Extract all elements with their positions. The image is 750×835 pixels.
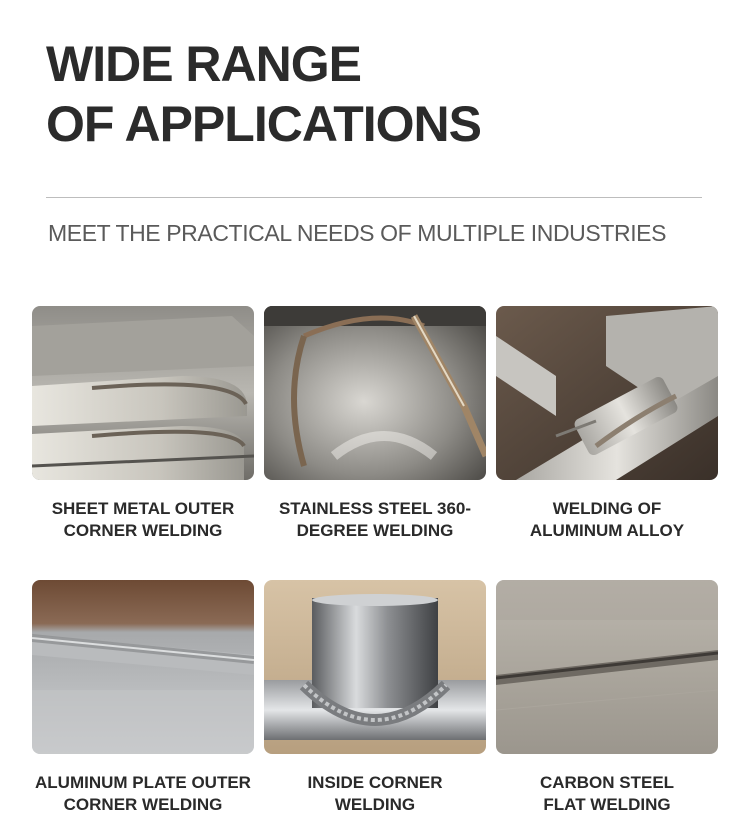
caption-line-2: WELDING [334, 795, 416, 814]
caption-line-2: CORNER WELDING [63, 521, 223, 540]
caption-line-2: CORNER WELDING [63, 795, 223, 814]
application-caption [496, 772, 718, 816]
caption-line-1: INSIDE CORNER [307, 773, 443, 792]
application-caption [264, 772, 486, 816]
application-card-sheet-metal [32, 306, 254, 542]
stainless-steel-weld-photo [264, 306, 486, 480]
page-title-line-1: WIDE RANGE [46, 36, 361, 92]
caption-line-2: ALUMINUM ALLOY [529, 521, 685, 540]
application-caption [32, 772, 254, 816]
caption-line-2: DEGREE WELDING [296, 521, 454, 540]
aluminum-plate-weld-photo [32, 580, 254, 754]
page-title-line-2: OF APPLICATIONS [46, 96, 481, 152]
caption-line-2: FLAT WELDING [543, 795, 671, 814]
page-title [46, 34, 481, 154]
sheet-metal-weld-photo [32, 306, 254, 480]
application-card-aluminum-plate [32, 580, 254, 816]
aluminum-alloy-weld-photo [496, 306, 718, 480]
caption-line-1: WELDING OF [552, 499, 662, 518]
application-card-aluminum-alloy [496, 306, 718, 542]
divider [46, 197, 702, 198]
inside-corner-weld-photo [264, 580, 486, 754]
application-card-stainless-steel [264, 306, 486, 542]
application-card-carbon-steel [496, 580, 718, 816]
application-caption [496, 498, 718, 542]
caption-line-1: STAINLESS STEEL 360- [278, 499, 472, 518]
page-subtitle: MEET THE PRACTICAL NEEDS OF MULTIPLE INDUSTRIES [48, 220, 667, 246]
application-caption [264, 498, 486, 542]
carbon-steel-weld-photo [496, 580, 718, 754]
caption-line-1: SHEET METAL OUTER [51, 499, 235, 518]
application-card-inside-corner [264, 580, 486, 816]
caption-line-1: CARBON STEEL [539, 773, 675, 792]
caption-line-1: ALUMINUM PLATE OUTER [35, 773, 251, 792]
application-caption [32, 498, 254, 542]
